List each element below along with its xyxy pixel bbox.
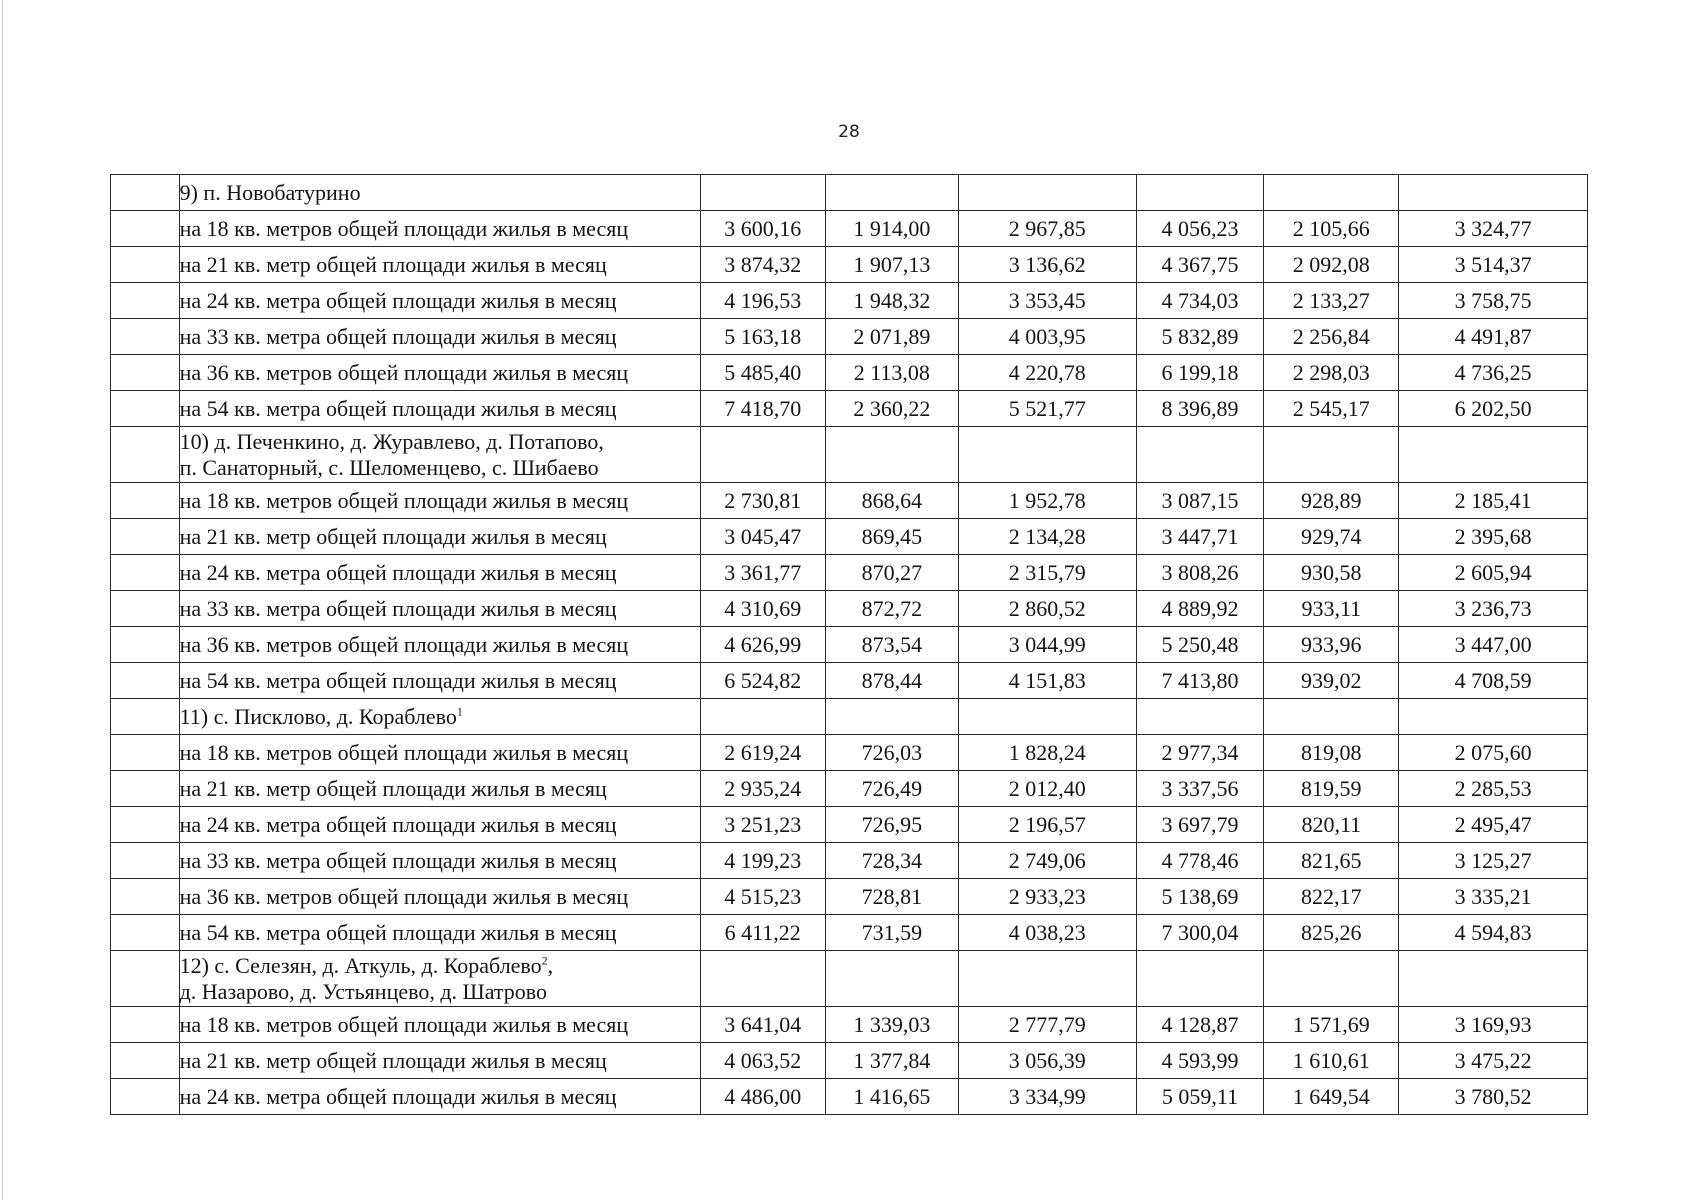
value-cell: 5 250,48 — [1136, 627, 1264, 663]
blank-cell — [111, 283, 180, 319]
blank-cell — [1264, 699, 1399, 735]
row-label: на 18 кв. метров общей площади жилья в месяц — [179, 211, 700, 247]
value-cell: 3 125,27 — [1399, 843, 1588, 879]
value-cell: 728,34 — [825, 843, 958, 879]
table-row — [111, 1043, 1588, 1079]
value-cell: 2 545,17 — [1264, 391, 1399, 427]
section-heading-line — [180, 429, 700, 455]
blank-cell — [111, 699, 180, 735]
blank-cell — [825, 427, 958, 483]
value-cell: 4 056,23 — [1136, 211, 1264, 247]
blank-cell — [1136, 699, 1264, 735]
value-cell: 731,59 — [825, 915, 958, 951]
blank-cell — [111, 1043, 180, 1079]
tariff-table — [110, 174, 1588, 1115]
value-cell: 819,08 — [1264, 735, 1399, 771]
value-cell: 1 377,84 — [825, 1043, 958, 1079]
row-label: на 33 кв. метра общей площади жилья в месяц — [179, 319, 700, 355]
value-cell: 7 413,80 — [1136, 663, 1264, 699]
blank-cell — [111, 843, 180, 879]
value-cell: 3 447,00 — [1399, 627, 1588, 663]
value-cell: 5 485,40 — [700, 355, 825, 391]
section-heading-row — [111, 175, 1588, 211]
value-cell: 3 045,47 — [700, 519, 825, 555]
blank-cell — [111, 591, 180, 627]
value-cell: 1 416,65 — [825, 1079, 958, 1115]
value-cell: 5 521,77 — [958, 391, 1136, 427]
row-label: на 21 кв. метр общей площади жилья в месяц — [179, 1043, 700, 1079]
value-cell: 6 524,82 — [700, 663, 825, 699]
value-cell: 726,95 — [825, 807, 958, 843]
row-label: на 54 кв. метра общей площади жилья в месяц — [179, 391, 700, 427]
blank-cell — [111, 627, 180, 663]
blank-cell — [958, 951, 1136, 1007]
value-cell: 2 619,24 — [700, 735, 825, 771]
value-cell: 3 334,99 — [958, 1079, 1136, 1115]
value-cell: 4 486,00 — [700, 1079, 825, 1115]
blank-cell — [111, 519, 180, 555]
section-heading — [179, 699, 700, 735]
row-label: на 24 кв. метра общей площади жилья в месяц — [179, 807, 700, 843]
value-cell: 2 860,52 — [958, 591, 1136, 627]
value-cell: 4 708,59 — [1399, 663, 1588, 699]
table-row — [111, 627, 1588, 663]
value-cell: 1 571,69 — [1264, 1007, 1399, 1043]
value-cell: 873,54 — [825, 627, 958, 663]
value-cell: 4 128,87 — [1136, 1007, 1264, 1043]
value-cell: 728,81 — [825, 879, 958, 915]
value-cell: 4 593,99 — [1136, 1043, 1264, 1079]
value-cell: 819,59 — [1264, 771, 1399, 807]
blank-cell — [111, 879, 180, 915]
value-cell: 929,74 — [1264, 519, 1399, 555]
blank-cell — [825, 951, 958, 1007]
section-heading-text: 10) д. Печенкино, д. Журавлево, д. Потапово, — [179, 428, 604, 454]
blank-cell — [111, 355, 180, 391]
blank-cell — [825, 699, 958, 735]
row-label: на 24 кв. метра общей площади жилья в месяц — [179, 283, 700, 319]
table-row — [111, 807, 1588, 843]
value-cell: 933,96 — [1264, 627, 1399, 663]
value-cell: 2 315,79 — [958, 555, 1136, 591]
value-cell: 2 395,68 — [1399, 519, 1588, 555]
blank-cell — [111, 663, 180, 699]
section-heading-row — [111, 951, 1588, 1007]
value-cell: 2 360,22 — [825, 391, 958, 427]
row-label: на 33 кв. метра общей площади жилья в месяц — [179, 843, 700, 879]
value-cell: 2 012,40 — [958, 771, 1136, 807]
value-cell: 1 948,32 — [825, 283, 958, 319]
value-cell: 3 236,73 — [1399, 591, 1588, 627]
blank-cell — [700, 427, 825, 483]
footnote-marker: 1 — [456, 704, 463, 719]
section-heading-line — [180, 953, 700, 979]
section-heading — [179, 427, 700, 483]
value-cell: 2 196,57 — [958, 807, 1136, 843]
table-row — [111, 735, 1588, 771]
blank-cell — [1399, 427, 1588, 483]
value-cell: 3 600,16 — [700, 211, 825, 247]
value-cell: 3 324,77 — [1399, 211, 1588, 247]
table-row — [111, 555, 1588, 591]
table-row — [111, 879, 1588, 915]
section-heading-text: п. Санаторный, с. Шеломенцево, с. Шибаево — [179, 454, 599, 480]
section-heading-row — [111, 427, 1588, 483]
table-row — [111, 843, 1588, 879]
blank-cell — [958, 427, 1136, 483]
blank-cell — [111, 555, 180, 591]
footnote-marker: 2 — [541, 953, 548, 968]
row-label: на 33 кв. метра общей площади жилья в месяц — [179, 591, 700, 627]
value-cell: 7 300,04 — [1136, 915, 1264, 951]
value-cell: 3 136,62 — [958, 247, 1136, 283]
row-label: на 18 кв. метров общей площади жилья в месяц — [179, 483, 700, 519]
value-cell: 2 113,08 — [825, 355, 958, 391]
value-cell: 2 256,84 — [1264, 319, 1399, 355]
value-cell: 3 514,37 — [1399, 247, 1588, 283]
blank-cell — [958, 175, 1136, 211]
value-cell: 3 758,75 — [1399, 283, 1588, 319]
value-cell: 3 044,99 — [958, 627, 1136, 663]
blank-cell — [700, 951, 825, 1007]
value-cell: 4 367,75 — [1136, 247, 1264, 283]
value-cell: 825,26 — [1264, 915, 1399, 951]
section-heading-text: д. Назарово, д. Устьянцево, д. Шатрово — [179, 978, 548, 1004]
table-row — [111, 247, 1588, 283]
table-row — [111, 355, 1588, 391]
section-heading — [179, 175, 700, 211]
table-row — [111, 319, 1588, 355]
table-row — [111, 1007, 1588, 1043]
value-cell: 2 749,06 — [958, 843, 1136, 879]
value-cell: 869,45 — [825, 519, 958, 555]
row-label: на 36 кв. метров общей площади жилья в месяц — [179, 879, 700, 915]
table-row — [111, 591, 1588, 627]
value-cell: 2 777,79 — [958, 1007, 1136, 1043]
value-cell: 821,65 — [1264, 843, 1399, 879]
value-cell: 4 310,69 — [700, 591, 825, 627]
value-cell: 933,11 — [1264, 591, 1399, 627]
blank-cell — [111, 391, 180, 427]
value-cell: 726,03 — [825, 735, 958, 771]
blank-cell — [111, 735, 180, 771]
value-cell: 872,72 — [825, 591, 958, 627]
row-label: на 24 кв. метра общей площади жилья в месяц — [179, 555, 700, 591]
value-cell: 1 952,78 — [958, 483, 1136, 519]
heading-punctuation: , — [547, 952, 554, 978]
value-cell: 4 063,52 — [700, 1043, 825, 1079]
value-cell: 2 933,23 — [958, 879, 1136, 915]
value-cell: 878,44 — [825, 663, 958, 699]
table-row — [111, 391, 1588, 427]
table-row — [111, 519, 1588, 555]
table-row — [111, 483, 1588, 519]
value-cell: 1 649,54 — [1264, 1079, 1399, 1115]
value-cell: 2 092,08 — [1264, 247, 1399, 283]
value-cell: 4 734,03 — [1136, 283, 1264, 319]
value-cell: 3 808,26 — [1136, 555, 1264, 591]
value-cell: 2 605,94 — [1399, 555, 1588, 591]
value-cell: 870,27 — [825, 555, 958, 591]
blank-cell — [700, 699, 825, 735]
value-cell: 868,64 — [825, 483, 958, 519]
blank-cell — [1399, 699, 1588, 735]
value-cell: 1 914,00 — [825, 211, 958, 247]
blank-cell — [1264, 175, 1399, 211]
value-cell: 3 056,39 — [958, 1043, 1136, 1079]
value-cell: 2 967,85 — [958, 211, 1136, 247]
section-heading-line — [180, 979, 700, 1005]
value-cell: 4 594,83 — [1399, 915, 1588, 951]
value-cell: 4 736,25 — [1399, 355, 1588, 391]
value-cell: 2 134,28 — [958, 519, 1136, 555]
blank-cell — [111, 771, 180, 807]
blank-cell — [700, 175, 825, 211]
value-cell: 3 087,15 — [1136, 483, 1264, 519]
value-cell: 2 730,81 — [700, 483, 825, 519]
value-cell: 3 251,23 — [700, 807, 825, 843]
value-cell: 2 185,41 — [1399, 483, 1588, 519]
value-cell: 8 396,89 — [1136, 391, 1264, 427]
value-cell: 4 491,87 — [1399, 319, 1588, 355]
value-cell: 930,58 — [1264, 555, 1399, 591]
row-label: на 18 кв. метров общей площади жилья в месяц — [179, 735, 700, 771]
section-heading-row — [111, 699, 1588, 735]
table-row — [111, 1079, 1588, 1115]
value-cell: 5 163,18 — [700, 319, 825, 355]
row-label: на 36 кв. метров общей площади жилья в месяц — [179, 355, 700, 391]
blank-cell — [111, 211, 180, 247]
scan-edge-line — [2, 0, 3, 1200]
blank-cell — [1136, 427, 1264, 483]
value-cell: 6 202,50 — [1399, 391, 1588, 427]
value-cell: 5 832,89 — [1136, 319, 1264, 355]
value-cell: 2 133,27 — [1264, 283, 1399, 319]
value-cell: 2 071,89 — [825, 319, 958, 355]
value-cell: 3 337,56 — [1136, 771, 1264, 807]
table-row — [111, 283, 1588, 319]
row-label: на 24 кв. метра общей площади жилья в месяц — [179, 1079, 700, 1115]
value-cell: 4 778,46 — [1136, 843, 1264, 879]
section-heading-text: 11) с. Писклово, д. Кораблево — [179, 703, 457, 729]
value-cell: 4 626,99 — [700, 627, 825, 663]
blank-cell — [111, 1079, 180, 1115]
value-cell: 4 151,83 — [958, 663, 1136, 699]
value-cell: 2 298,03 — [1264, 355, 1399, 391]
blank-cell — [1399, 175, 1588, 211]
value-cell: 4 196,53 — [700, 283, 825, 319]
value-cell: 1 610,61 — [1264, 1043, 1399, 1079]
value-cell: 3 447,71 — [1136, 519, 1264, 555]
value-cell: 3 641,04 — [700, 1007, 825, 1043]
blank-cell — [111, 1007, 180, 1043]
section-heading-text: 12) с. Селезян, д. Аткуль, д. Кораблево — [179, 952, 542, 978]
blank-cell — [111, 915, 180, 951]
value-cell: 6 411,22 — [700, 915, 825, 951]
value-cell: 2 285,53 — [1399, 771, 1588, 807]
blank-cell — [111, 483, 180, 519]
blank-cell — [111, 807, 180, 843]
blank-cell — [825, 175, 958, 211]
table-row — [111, 663, 1588, 699]
value-cell: 1 339,03 — [825, 1007, 958, 1043]
row-label: на 54 кв. метра общей площади жилья в месяц — [179, 663, 700, 699]
row-label: на 21 кв. метр общей площади жилья в месяц — [179, 247, 700, 283]
blank-cell — [1264, 951, 1399, 1007]
value-cell: 4 199,23 — [700, 843, 825, 879]
value-cell: 2 075,60 — [1399, 735, 1588, 771]
value-cell: 822,17 — [1264, 879, 1399, 915]
table-row — [111, 915, 1588, 951]
value-cell: 3 874,32 — [700, 247, 825, 283]
value-cell: 4 038,23 — [958, 915, 1136, 951]
blank-cell — [111, 951, 180, 1007]
value-cell: 3 780,52 — [1399, 1079, 1588, 1115]
value-cell: 928,89 — [1264, 483, 1399, 519]
page-number: 28 — [838, 122, 860, 142]
section-heading-line — [180, 704, 700, 730]
value-cell: 1 828,24 — [958, 735, 1136, 771]
row-label: на 21 кв. метр общей площади жилья в месяц — [179, 519, 700, 555]
blank-cell — [1136, 175, 1264, 211]
blank-cell — [1264, 427, 1399, 483]
row-label: на 54 кв. метра общей площади жилья в месяц — [179, 915, 700, 951]
value-cell: 4 220,78 — [958, 355, 1136, 391]
value-cell: 939,02 — [1264, 663, 1399, 699]
row-label: на 18 кв. метров общей площади жилья в месяц — [179, 1007, 700, 1043]
value-cell: 2 977,34 — [1136, 735, 1264, 771]
blank-cell — [111, 427, 180, 483]
value-cell: 3 353,45 — [958, 283, 1136, 319]
value-cell: 3 335,21 — [1399, 879, 1588, 915]
blank-cell — [1136, 951, 1264, 1007]
section-heading-line — [180, 455, 700, 481]
table-row — [111, 771, 1588, 807]
value-cell: 3 169,93 — [1399, 1007, 1588, 1043]
value-cell: 2 495,47 — [1399, 807, 1588, 843]
blank-cell — [958, 699, 1136, 735]
value-cell: 2 935,24 — [700, 771, 825, 807]
section-heading-line — [180, 180, 700, 206]
section-heading — [179, 951, 700, 1007]
value-cell: 5 138,69 — [1136, 879, 1264, 915]
value-cell: 3 475,22 — [1399, 1043, 1588, 1079]
section-heading-text: 9) п. Новобатурино — [179, 179, 361, 205]
blank-cell — [1399, 951, 1588, 1007]
value-cell: 4 889,92 — [1136, 591, 1264, 627]
tariff-table-body — [111, 175, 1588, 1115]
value-cell: 7 418,70 — [700, 391, 825, 427]
value-cell: 2 105,66 — [1264, 211, 1399, 247]
value-cell: 1 907,13 — [825, 247, 958, 283]
value-cell: 820,11 — [1264, 807, 1399, 843]
blank-cell — [111, 319, 180, 355]
value-cell: 6 199,18 — [1136, 355, 1264, 391]
row-label: на 21 кв. метр общей площади жилья в месяц — [179, 771, 700, 807]
value-cell: 3 697,79 — [1136, 807, 1264, 843]
value-cell: 726,49 — [825, 771, 958, 807]
row-label: на 36 кв. метров общей площади жилья в месяц — [179, 627, 700, 663]
blank-cell — [111, 175, 180, 211]
value-cell: 4 003,95 — [958, 319, 1136, 355]
value-cell: 4 515,23 — [700, 879, 825, 915]
value-cell: 5 059,11 — [1136, 1079, 1264, 1115]
table-row — [111, 211, 1588, 247]
blank-cell — [111, 247, 180, 283]
value-cell: 3 361,77 — [700, 555, 825, 591]
